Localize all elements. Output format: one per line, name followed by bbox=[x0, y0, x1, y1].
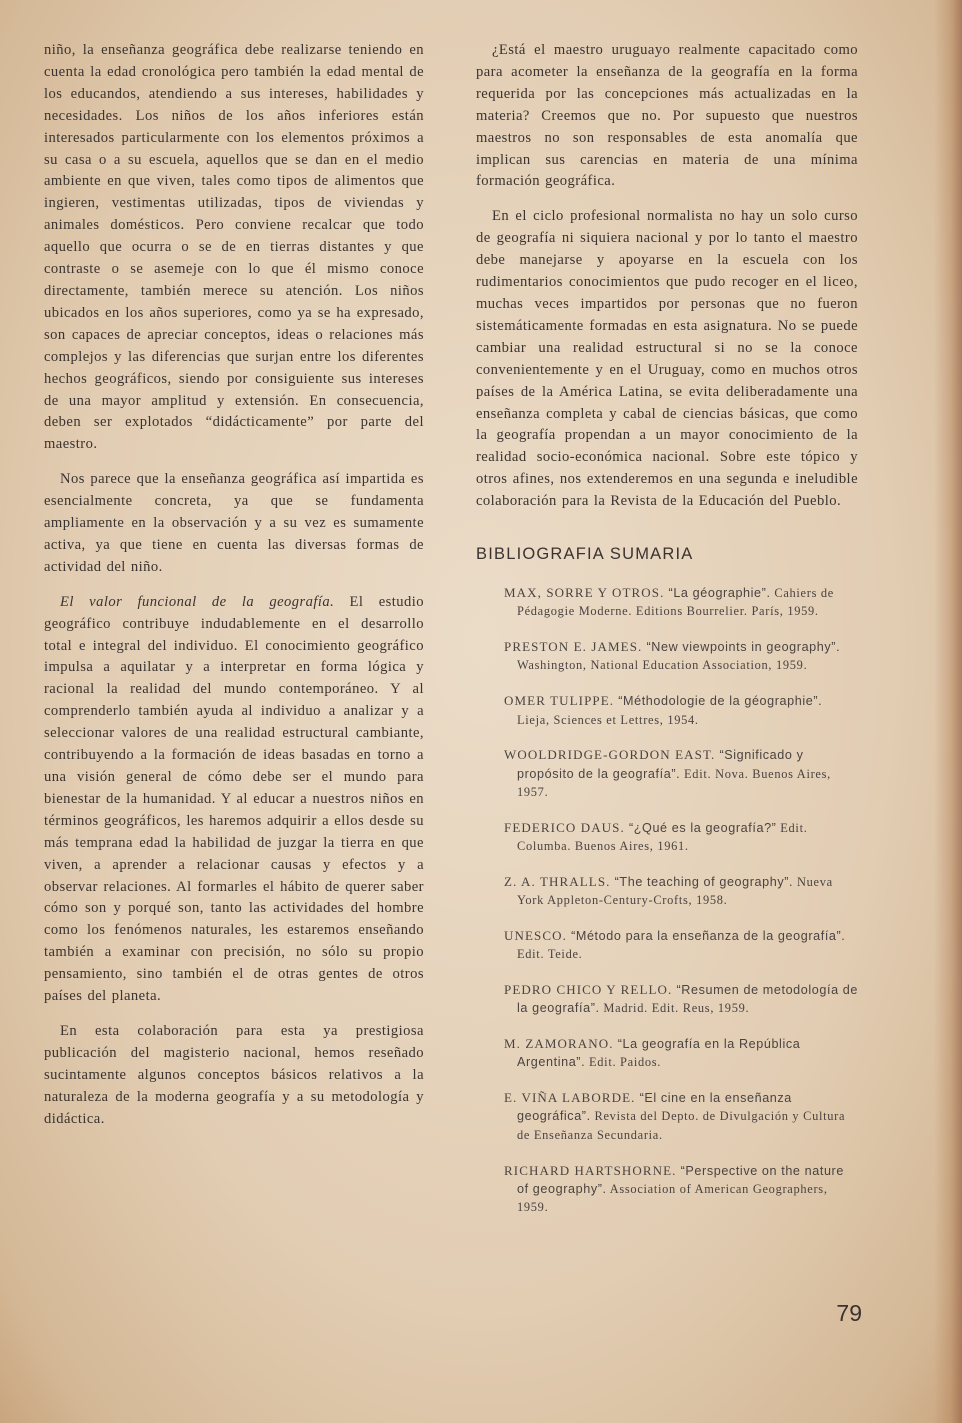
bib-publication: Washington, National Education Association, 1959. bbox=[517, 658, 808, 673]
bib-author: Z. A. THRALLS. bbox=[504, 873, 611, 889]
left-column bbox=[44, 40, 424, 1131]
bib-title: “Perspective on the nature of geography”. bbox=[517, 1163, 844, 1196]
section-lead-title: El valor funcional de la geografía. bbox=[60, 593, 335, 610]
bib-title: “El cine en la enseñanza geográfica”. bbox=[517, 1091, 792, 1124]
paragraph: ¿Está el maestro uruguayo realmente capacitado como para acometer la enseñanza de la geografía en la forma requerida por las concepciones más actualizadas en la materia? Creemos que no. Por supuesto que nuestros maestros no son responsables de esta anomalía que implican sus carencias en materia de una mínima formación geográfica. bbox=[476, 42, 858, 190]
bibliography-entry bbox=[504, 638, 858, 675]
bib-author: OMER TULIPPE. bbox=[504, 693, 615, 709]
bibliography-list bbox=[504, 584, 858, 1216]
bibliography-entry bbox=[504, 746, 858, 801]
bib-author: FEDERICO DAUS. bbox=[504, 819, 625, 835]
bib-author: MAX, SORRE Y OTROS. bbox=[504, 585, 665, 601]
page-number: 79 bbox=[836, 1300, 862, 1326]
bib-publication: Edit. Teide. bbox=[517, 947, 583, 962]
paragraph: En esta colaboración para esta ya prestigiosa publicación del magisterio nacional, hemos reseñado sucintamente algunos conceptos básicos relativos a la naturaleza de la moderna geografía y a su metodología y didáctica. bbox=[44, 1022, 424, 1127]
paragraph-functional-value bbox=[44, 592, 424, 1008]
bibliography-heading: BIBLIOGRAFIA SUMARIA bbox=[476, 545, 694, 564]
bib-title: “New viewpoints in geography”. bbox=[642, 640, 841, 655]
bib-title: “La géographie”. bbox=[664, 586, 771, 601]
bib-author: PRESTON E. JAMES. bbox=[504, 639, 643, 655]
bibliography-entry bbox=[504, 1035, 858, 1072]
bib-author: M. ZAMORANO. bbox=[504, 1036, 614, 1052]
bib-title: “¿Qué es la geografía?” bbox=[624, 820, 777, 835]
bib-author: WOOLDRIDGE-GORDON EAST. bbox=[504, 747, 716, 763]
bibliography-entry bbox=[504, 584, 858, 621]
bibliography-entry bbox=[504, 873, 858, 910]
bib-author: UNESCO. bbox=[504, 927, 567, 943]
bibliography-entry bbox=[504, 819, 858, 856]
bibliography-entry bbox=[504, 1089, 858, 1144]
bib-title: “Méthodologie de la géographie”. bbox=[614, 694, 823, 709]
right-column bbox=[476, 40, 858, 1234]
bib-publication: Cahiers de Pédagogie Moderne. Editions Bourrelier. París, 1959. bbox=[517, 586, 835, 619]
bib-title: “Significado y propósito de la geografía”. bbox=[517, 748, 804, 781]
paragraph: Nos parece que la enseñanza geográfica así impartida es esencialmente concreta, ya que se fundamenta ampliamente en la observación y a su vez es sumamente activa, ya que tiene en cuenta las diversas formas de actividad del niño. bbox=[44, 471, 424, 575]
bib-publication: Madrid. Edit. Reus, 1959. bbox=[599, 1001, 750, 1016]
bib-publication: Nueva York Appleton-Century-Crofts, 1958. bbox=[517, 874, 833, 908]
bib-author: RICHARD HARTSHORNE. bbox=[504, 1162, 677, 1178]
page-edge-shadow bbox=[934, 0, 962, 1423]
paragraph: niño, la enseñanza geográfica debe realizarse teniendo en cuenta la edad cronológica pero también la edad mental de los educandos, atendiendo a sus intereses, habilidades y necesidades. Los niños de los años inferiores están interesados particularmente con los elementos próximos a su casa o a su escuela, aquellos que se dan en el medio ambiente en que viven, tales como tipos de alimentos que ingieren, vestimentas utilizadas, tipos de viviendas y animales domésticos. Pero conviene recalcar que todo aquello que ocurra o se de en tierras distantes y que contraste o se asemeje con lo que él mismo conoce directamente, también merece su atención. Los niños ubicados en los años superiores, como ya se ha expresado, son capaces de apreciar conceptos, ideas o relaciones más complejos y las diferencias que surjan entre los diferentes hechos geográficos, siendo por consiguiente sus intereses de una mayor amplitud y extensión. En consecuencia, deben ser explotados “didácticamente” por parte del maestro. bbox=[44, 42, 424, 453]
bib-publication: Lieja, Sciences et Lettres, 1954. bbox=[517, 712, 699, 727]
paragraph-body: El estudio geográfico contribuye indudablemente en el desarrollo total e integral del individuo. El conocimiento geográfico impulsa a aquilatar y a interpretar en forma lógica y racional la realidad del mundo contemporáneo. Y al comprenderlo también ayuda al individuo a analizar y a seleccionar valores de una realidad estructural cambiante, contribuyendo a la formación de ideas basadas en torno a una visión general de cómo debe ser el mundo para bienestar de la humanidad. Y al educar a nuestros niños en términos geográficos, les haremos adquirir a ellos desde su más temprana edad la habilidad de juzgar la tierra en que viven, a aprender a relacionar causas y efectos y a observar relaciones. Al formarles el hábito de querer saber cómo son y porqué son, tanto las actividades del hombre como los fenómenos naturales, les estaremos enseñando también a examinar con precisión, no sólo su propio pensamiento, sino también el de otras gentes de otros países del planeta. bbox=[44, 593, 424, 1005]
bibliography-entry bbox=[504, 692, 858, 729]
bib-publication: Revista del Depto. de Divulgación y Cultura de Enseñanza Secundaria. bbox=[517, 1109, 846, 1142]
paragraph: En el ciclo profesional normalista no hay un solo curso de geografía ni siquiera nacional y por lo tanto el maestro debe manejarse y apoyarse en la escuela con los rudimentarios conocimientos que pudo recoger en el liceo, muchas veces impartidos por personas que no fueron sistemáticamente formadas en esta asignatura. No se puede cambiar una realidad estructural si no se la conoce convenientemente y en el Uruguay, como en muchos otros países de la América Latina, se evita deliberadamente una enseñanza completa y cabal de ciencias básicas, que como la geografía propendan a un mayor conocimiento de la realidad socio-económica nacional. Sobre este tópico y otros afines, nos extenderemos en una segunda e ineludible colaboración para la Revista de la Educación del Pueblo. bbox=[476, 208, 858, 510]
bib-publication: Association of American Geographers, 1959. bbox=[517, 1181, 828, 1215]
bibliography-entry bbox=[504, 1162, 858, 1217]
bibliography-entry bbox=[504, 927, 858, 964]
bib-title: “Método para la enseñanza de la geografía”. bbox=[566, 928, 846, 943]
bib-title: “La geografía en la República Argentina”. bbox=[517, 1037, 801, 1070]
bib-author: PEDRO CHICO Y RELLO. bbox=[504, 981, 673, 997]
bib-title: “Resumen de metodología de la geografía”. bbox=[517, 982, 858, 1016]
bib-publication: Edit. Columba. Buenos Aires, 1961. bbox=[517, 820, 808, 853]
bib-publication: Edit. Nova. Buenos Aires, 1957. bbox=[517, 766, 831, 799]
bib-author: E. VIÑA LABORDE. bbox=[504, 1090, 636, 1106]
bib-title: “The teaching of geography”. bbox=[610, 874, 794, 889]
bib-publication: Edit. Paidos. bbox=[585, 1055, 662, 1070]
bibliography-entry bbox=[504, 981, 858, 1018]
